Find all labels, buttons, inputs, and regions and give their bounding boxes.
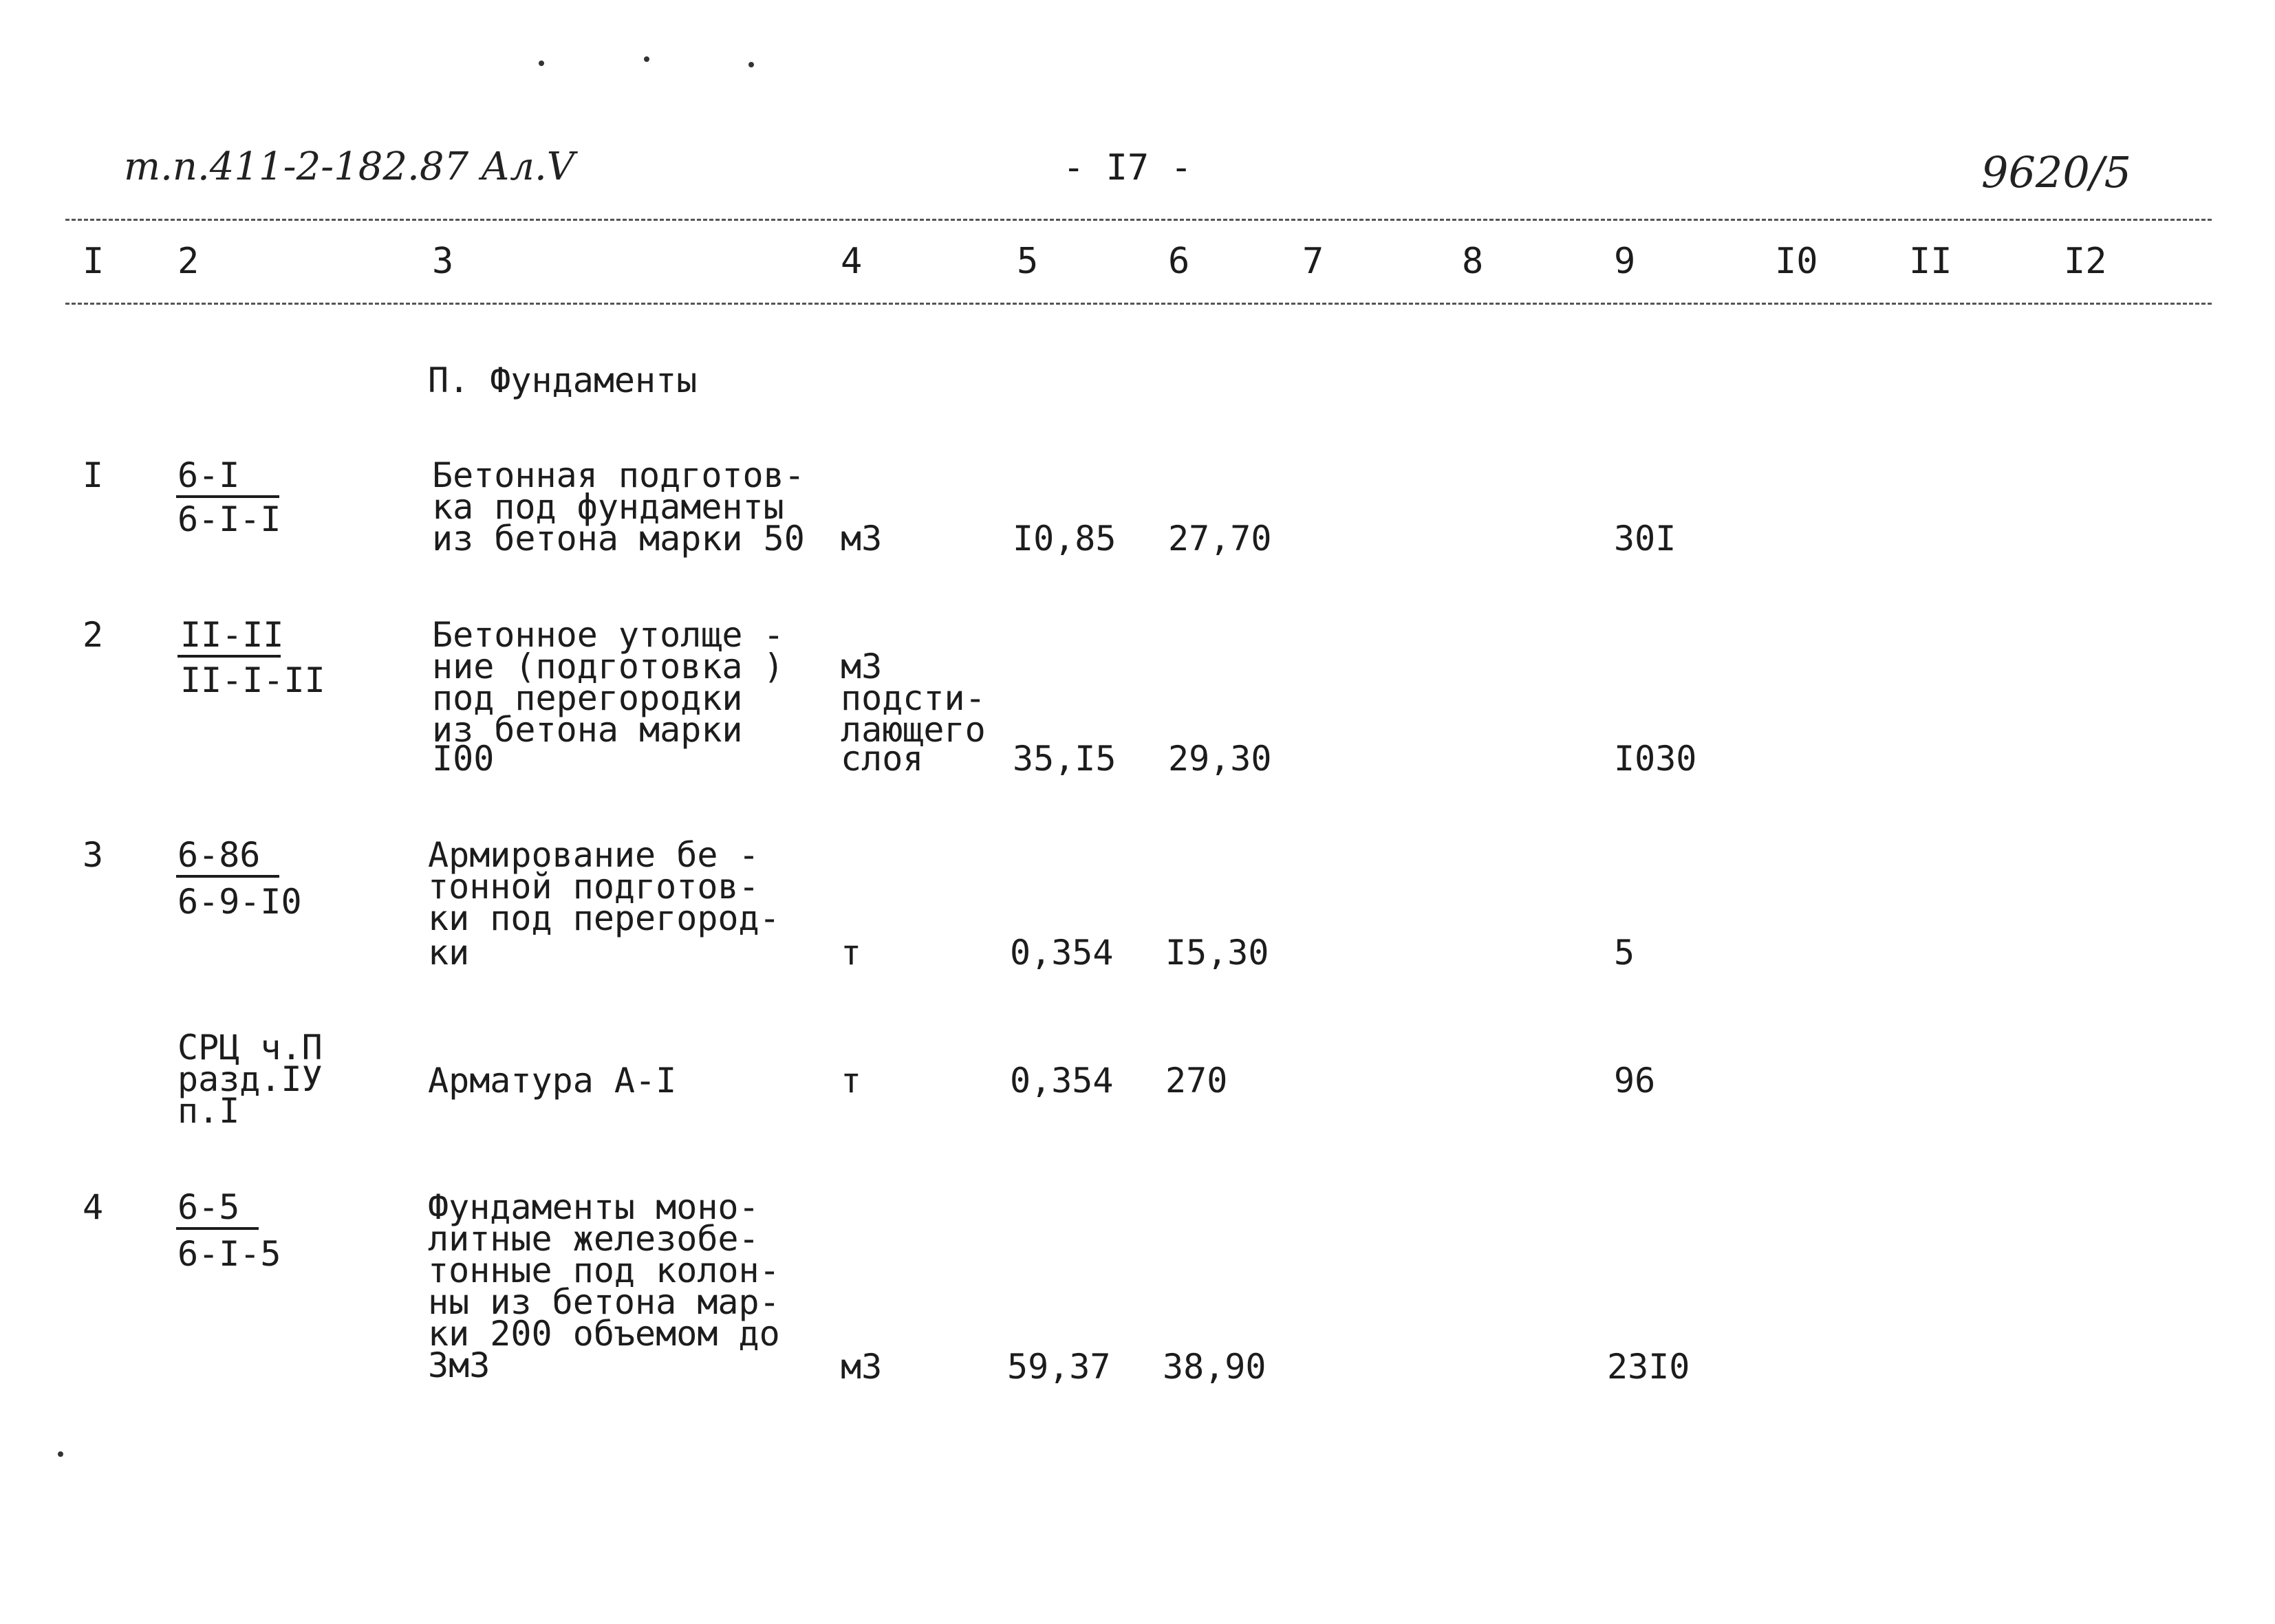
description-line: Армирование бе - (428, 835, 759, 875)
quantity: I0,85 (1013, 519, 1117, 559)
unit: лающего (841, 710, 986, 750)
unit-price: 29,30 (1168, 739, 1272, 779)
total: 5 (1614, 933, 1635, 973)
unit: т (841, 933, 862, 973)
code-denominator: 6-I-I (177, 499, 281, 539)
description-line: ки (428, 933, 470, 973)
unit: подсти- (841, 678, 986, 718)
scan-speck (644, 56, 649, 62)
description-line: I00 (432, 739, 495, 779)
row-number: 3 (83, 835, 104, 875)
code-denominator: II-I-II (180, 660, 325, 700)
unit-price: 27,70 (1168, 519, 1272, 559)
fraction-line (177, 655, 281, 658)
description-line: тонные под колон- (428, 1251, 780, 1290)
code-numerator: 6-86 (177, 835, 261, 875)
column-number-5: 5 (1017, 241, 1039, 282)
scan-speck (748, 62, 754, 67)
total: 96 (1614, 1061, 1656, 1101)
column-number-8: 8 (1462, 241, 1484, 282)
scan-speck (58, 1451, 63, 1457)
description-line: ки под перегород- (428, 898, 780, 938)
column-number-7: 7 (1302, 241, 1324, 282)
section-title: П. Фундаменты (428, 360, 698, 400)
code-denominator: 6-9-I0 (177, 882, 302, 922)
unit: м3 (841, 1347, 883, 1387)
code-line: разд.IУ (177, 1059, 323, 1099)
unit-price: I5,30 (1165, 933, 1269, 973)
column-number-12: I2 (2064, 241, 2107, 282)
total: 30I (1614, 519, 1676, 559)
fraction-line (176, 875, 279, 878)
column-number-2: 2 (177, 241, 200, 282)
column-number-1: I (83, 241, 105, 282)
quantity: 0,354 (1010, 1061, 1114, 1101)
description-line: 3м3 (428, 1345, 490, 1385)
description-line: Бетонное утолще - (432, 615, 784, 655)
fraction-line (176, 495, 279, 498)
description-line: литные железобе- (428, 1219, 759, 1259)
code-line: п.I (177, 1091, 240, 1131)
unit: м3 (841, 647, 883, 686)
header-rule-bottom (65, 303, 2212, 305)
code-line: СРЦ ч.П (177, 1028, 323, 1068)
unit-price: 270 (1165, 1061, 1228, 1101)
description-line: под перегородки (432, 678, 743, 718)
description-line: тонной подготов- (428, 867, 759, 907)
quantity: 0,354 (1010, 933, 1114, 973)
document-number: 9620/5 (1981, 147, 2132, 197)
code-numerator: II-II (180, 615, 284, 655)
unit: т (841, 1061, 862, 1101)
description-line: ны из бетона мар- (428, 1282, 780, 1322)
quantity: 35,I5 (1013, 739, 1117, 779)
column-number-9: 9 (1614, 241, 1636, 282)
header-rule-top (65, 219, 2212, 221)
column-number-4: 4 (841, 241, 863, 282)
quantity: 59,37 (1007, 1347, 1111, 1387)
description-line: ки 200 объемом до (428, 1314, 780, 1354)
column-number-6: 6 (1168, 241, 1190, 282)
code-numerator: 6-5 (177, 1187, 240, 1227)
column-number-10: I0 (1775, 241, 1818, 282)
page-number: - I7 - (1063, 147, 1192, 188)
unit: слоя (841, 739, 924, 779)
unit: м3 (841, 519, 883, 559)
project-code: т.п.411-2-182.87 Ал.V (124, 144, 575, 189)
code-denominator: 6-I-5 (177, 1234, 281, 1274)
unit-price: 38,90 (1163, 1347, 1266, 1387)
column-number-11: II (1909, 241, 1952, 282)
column-number-3: 3 (432, 241, 454, 282)
description-line: из бетона марки 50 (432, 519, 805, 559)
description-line: из бетона марки (432, 710, 743, 750)
description-line: Арматура А-I (428, 1061, 677, 1101)
description-line: ние (подготовка ) (432, 647, 784, 686)
row-number: 4 (83, 1187, 104, 1227)
fraction-line (176, 1227, 259, 1230)
row-number: 2 (83, 615, 104, 655)
total: 23I0 (1607, 1347, 1690, 1387)
code-numerator: 6-I (177, 455, 240, 495)
description-line: Бетонная подготов- (432, 455, 805, 495)
description-line: Фундаменты моно- (428, 1187, 759, 1227)
total: I030 (1614, 739, 1697, 779)
scan-speck (539, 61, 544, 66)
row-number: I (83, 455, 104, 495)
description-line: ка под фундаменты (432, 487, 784, 527)
